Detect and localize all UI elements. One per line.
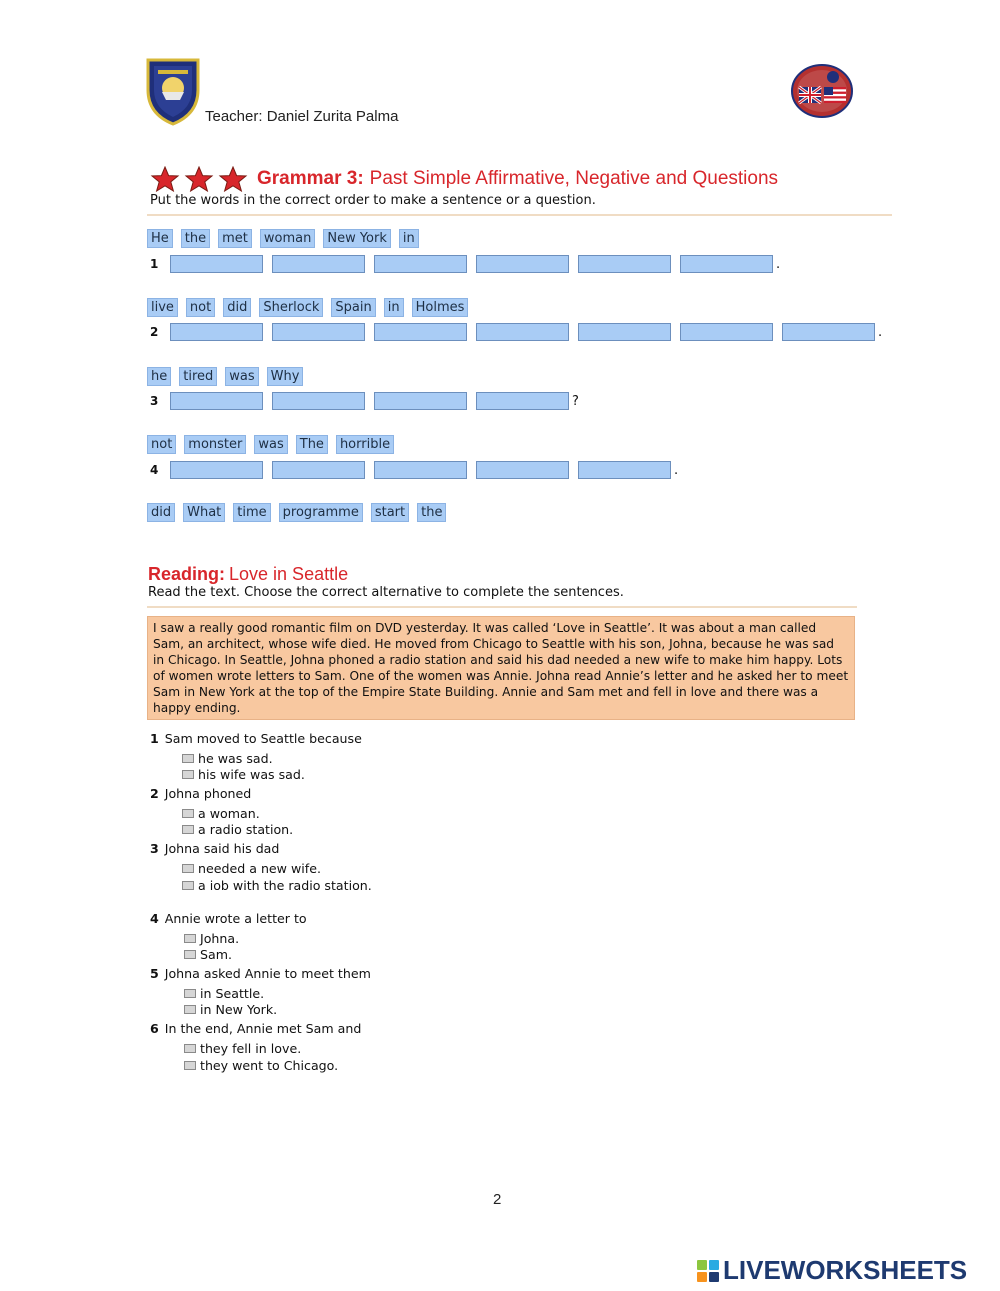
option[interactable] xyxy=(184,986,264,1001)
word-tile[interactable]: live xyxy=(147,298,178,317)
question-4 xyxy=(150,911,307,926)
question-text: Annie wrote a letter to xyxy=(164,911,307,926)
exercise-number: 2 xyxy=(150,325,159,339)
answer-row-1 xyxy=(150,255,780,273)
question-number: 3 xyxy=(150,841,159,856)
answer-slot[interactable] xyxy=(578,461,671,479)
option-label: a iob with the radio station. xyxy=(198,878,372,893)
option-label: they fell in love. xyxy=(200,1041,302,1056)
option[interactable] xyxy=(184,1058,338,1073)
question-text: In the end, Annie met Sam and xyxy=(164,1021,362,1036)
word-tile[interactable]: was xyxy=(225,367,258,386)
question-1 xyxy=(150,731,362,746)
grammar-heading xyxy=(257,168,778,190)
word-tile[interactable]: time xyxy=(233,503,270,522)
word-tile[interactable]: not xyxy=(186,298,215,317)
word-bank-3 xyxy=(147,367,303,386)
answer-slot[interactable] xyxy=(170,255,263,273)
answer-slot[interactable] xyxy=(170,392,263,410)
option-label: Sam. xyxy=(200,947,232,962)
word-tile[interactable]: met xyxy=(218,229,252,248)
option-label: they went to Chicago. xyxy=(200,1058,339,1073)
answer-slot[interactable] xyxy=(476,323,569,341)
question-number: 4 xyxy=(150,911,159,926)
star-icon xyxy=(218,166,248,192)
question-text: Sam moved to Seattle because xyxy=(164,731,362,746)
word-tile[interactable]: start xyxy=(371,503,409,522)
answer-row-4 xyxy=(150,461,678,479)
word-tile[interactable]: programme xyxy=(279,503,363,522)
reading-divider xyxy=(147,606,857,608)
answer-slot[interactable] xyxy=(272,255,365,273)
reading-subtitle: Love in Seattle xyxy=(229,564,349,584)
answer-row-3 xyxy=(150,392,579,410)
option-label: a woman. xyxy=(198,806,260,821)
answer-slot[interactable] xyxy=(578,323,671,341)
reading-passage: I saw a really good romantic film on DVD yesterday. It was called ‘Love in Seattle’. It was about a man called Sam, an architect, whose wife died. He moved from Chicago to Seattle with his son, Johna, because he was sad in Chicago. In Seattle, Johna phoned a radio station and said his dad needed a new wife to make him happy. Lots of women wrote letters to Sam. One of the women was Annie. Johna read Annie’s letter and he asked her to meet Sam in New York at the top of the Empire State Building. Annie and Sam met and fell in love and there was a happy ending. xyxy=(147,616,855,720)
answer-slot[interactable] xyxy=(374,255,467,273)
word-bank-2 xyxy=(147,298,468,317)
question-2 xyxy=(150,786,251,801)
option-label: his wife was sad. xyxy=(198,767,305,782)
checkbox-icon[interactable] xyxy=(182,809,194,818)
school-crest-logo xyxy=(144,56,202,126)
liveworksheets-blocks-icon xyxy=(697,1260,719,1282)
option[interactable] xyxy=(184,1041,301,1056)
question-number: 5 xyxy=(150,966,159,981)
star-icon xyxy=(150,166,180,192)
checkbox-icon[interactable] xyxy=(182,864,194,873)
difficulty-stars xyxy=(150,166,248,192)
end-punctuation: . xyxy=(776,256,781,272)
option-label: needed a new wife. xyxy=(198,861,321,876)
question-5 xyxy=(150,966,371,981)
option[interactable] xyxy=(182,878,372,893)
checkbox-icon[interactable] xyxy=(184,989,196,998)
checkbox-icon[interactable] xyxy=(182,881,194,890)
option[interactable] xyxy=(182,751,273,766)
grammar-instruction: Put the words in the correct order to make a sentence or a question. xyxy=(150,193,596,208)
checkbox-icon[interactable] xyxy=(184,1061,196,1070)
option[interactable] xyxy=(182,806,260,821)
question-3 xyxy=(150,841,279,856)
option-label: Johna. xyxy=(200,931,240,946)
star-icon xyxy=(184,166,214,192)
word-tile[interactable]: he xyxy=(147,367,171,386)
exercise-number: 3 xyxy=(150,394,159,408)
answer-slot[interactable] xyxy=(476,255,569,273)
word-tile[interactable]: Spain xyxy=(331,298,375,317)
answer-slot[interactable] xyxy=(272,323,365,341)
option-label: he was sad. xyxy=(198,751,273,766)
option[interactable] xyxy=(182,767,305,782)
question-6 xyxy=(150,1021,361,1036)
grammar-divider xyxy=(147,214,892,216)
end-punctuation: . xyxy=(674,462,679,478)
answer-slot[interactable] xyxy=(680,255,773,273)
reading-heading xyxy=(148,564,348,585)
question-number: 6 xyxy=(150,1021,159,1036)
page-number: 2 xyxy=(493,1191,502,1208)
answer-slot[interactable] xyxy=(272,392,365,410)
word-tile[interactable]: Holmes xyxy=(412,298,469,317)
answer-slot[interactable] xyxy=(272,461,365,479)
checkbox-icon[interactable] xyxy=(182,770,194,779)
option[interactable] xyxy=(184,947,232,962)
word-tile[interactable]: What xyxy=(183,503,225,522)
grammar-label: Grammar 3: xyxy=(257,168,364,189)
teacher-name: Teacher: Daniel Zurita Palma xyxy=(205,108,399,125)
question-text: Johna phoned xyxy=(164,786,252,801)
word-bank-5 xyxy=(147,503,446,522)
reading-label: Reading: xyxy=(148,564,226,584)
checkbox-icon[interactable] xyxy=(184,950,196,959)
option[interactable] xyxy=(184,1002,277,1017)
answer-slot[interactable] xyxy=(578,255,671,273)
option[interactable] xyxy=(182,861,321,876)
grammar-subtitle: Past Simple Affirmative, Negative and Questions xyxy=(369,168,779,189)
question-text: Johna said his dad xyxy=(164,841,280,856)
reading-instruction: Read the text. Choose the correct alternative to complete the sentences. xyxy=(148,585,624,600)
answer-slot[interactable] xyxy=(476,461,569,479)
word-tile[interactable]: in xyxy=(399,229,419,248)
option[interactable] xyxy=(184,931,239,946)
checkbox-icon[interactable] xyxy=(182,754,194,763)
word-tile[interactable]: the xyxy=(181,229,210,248)
answer-slot[interactable] xyxy=(374,323,467,341)
word-tile[interactable]: tired xyxy=(179,367,217,386)
answer-slot[interactable] xyxy=(680,323,773,341)
liveworksheets-logo xyxy=(697,1255,967,1286)
word-tile[interactable]: Sherlock xyxy=(259,298,323,317)
word-tile[interactable]: The xyxy=(296,435,328,454)
checkbox-icon[interactable] xyxy=(184,1044,196,1053)
word-bank-1 xyxy=(147,229,419,248)
exercise-number: 1 xyxy=(150,257,159,271)
word-tile[interactable]: the xyxy=(417,503,446,522)
word-tile[interactable]: was xyxy=(254,435,287,454)
word-tile[interactable]: horrible xyxy=(336,435,394,454)
question-text: Johna asked Annie to meet them xyxy=(164,966,371,981)
answer-row-2 xyxy=(150,323,882,341)
word-tile[interactable]: He xyxy=(147,229,173,248)
option[interactable] xyxy=(182,822,293,837)
question-number: 1 xyxy=(150,731,159,746)
answer-slot[interactable] xyxy=(476,392,569,410)
word-tile[interactable]: monster xyxy=(184,435,246,454)
option-label: a radio station. xyxy=(198,822,294,837)
checkbox-icon[interactable] xyxy=(184,1005,196,1014)
word-tile[interactable]: Why xyxy=(267,367,304,386)
answer-slot[interactable] xyxy=(374,461,467,479)
end-punctuation: ? xyxy=(572,393,579,409)
question-number: 2 xyxy=(150,786,159,801)
word-tile[interactable]: not xyxy=(147,435,176,454)
answer-slot[interactable] xyxy=(170,323,263,341)
answer-slot[interactable] xyxy=(374,392,467,410)
word-tile[interactable]: New York xyxy=(323,229,391,248)
word-tile[interactable]: woman xyxy=(260,229,315,248)
answer-slot[interactable] xyxy=(782,323,875,341)
liveworksheets-brand: LIVEWORKSHEETS xyxy=(723,1255,968,1285)
answer-slot[interactable] xyxy=(170,461,263,479)
exercise-number: 4 xyxy=(150,463,159,477)
word-tile[interactable]: did xyxy=(223,298,251,317)
checkbox-icon[interactable] xyxy=(182,825,194,834)
option-label: in Seattle. xyxy=(200,986,265,1001)
end-punctuation: . xyxy=(878,324,883,340)
english-department-logo xyxy=(790,63,854,119)
checkbox-icon[interactable] xyxy=(184,934,196,943)
word-bank-4 xyxy=(147,435,394,454)
word-tile[interactable]: in xyxy=(384,298,404,317)
word-tile[interactable]: did xyxy=(147,503,175,522)
option-label: in New York. xyxy=(200,1002,278,1017)
